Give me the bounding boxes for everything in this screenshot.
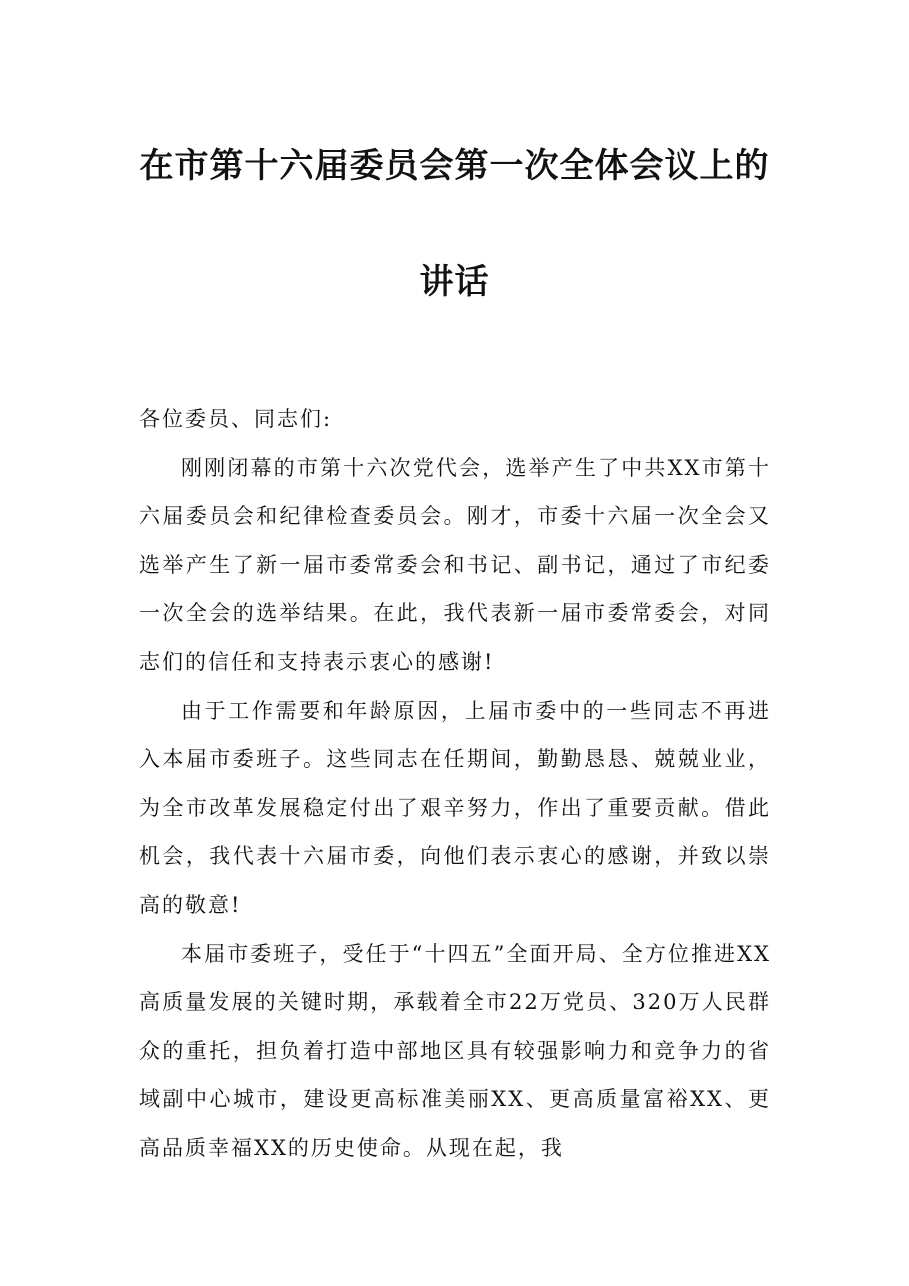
paragraph-2: 由于工作需要和年龄原因，上届市委中的一些同志不再进入本届市委班子。这些同志在任期间，勤勤恳恳、兢兢业业，为全市改革发展稳定付出了艰辛努力，作出了重要贡献。借此机会，我代表十六届市委，向他们表示衷心的感谢，并致以崇高的敬意! bbox=[139, 698, 771, 917]
salutation: 各位委员、同志们: bbox=[139, 407, 333, 431]
paragraph-1: 刚刚闭幕的市第十六次党代会，选举产生了中共XX市第十六届委员会和纪律检查委员会。刚才，市委十六届一次全会又选举产生了新一届市委常委会和书记、副书记，通过了市纪委一次全会的选举结果。在此，我代表新一届市委常委会，对同志们的信任和支持表示衷心的感谢! bbox=[139, 455, 771, 674]
document-title-line-2: 讲话 bbox=[419, 262, 490, 302]
document-title-line-1: 在市第十六届委员会第一次全体会议上的 bbox=[139, 146, 770, 186]
paragraph-3: 本届市委班子，受任于“十四五”全面开局、全方位推进XX高质量发展的关键时期，承载着全市22万党员、320万人民群众的重托，担负着打造中部地区具有较强影响力和竞争力的省域副中心城市，建设更高标准美丽XX、更高质量富裕XX、更高品质幸福XX的历史使命。从现在起，我 bbox=[139, 941, 771, 1160]
document-body bbox=[139, 395, 771, 1173]
